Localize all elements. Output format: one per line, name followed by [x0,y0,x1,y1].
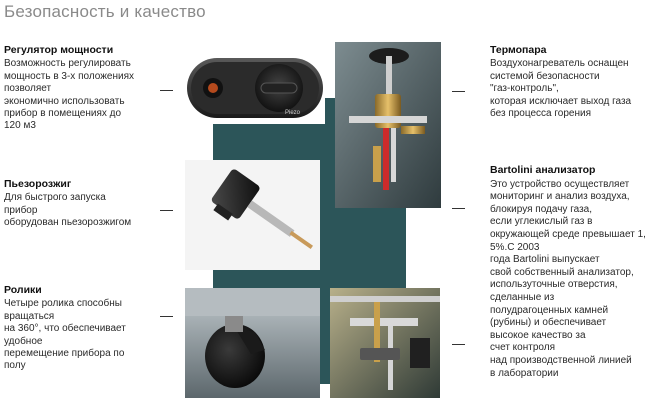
feature-line: прибор [4,204,38,216]
feature-line: вращаться [4,310,55,322]
feature-line: без процесса горения [490,108,592,120]
connector-dash [160,210,173,211]
connector-dash [160,316,173,317]
feature-line: 5%.С 2003 [490,241,540,253]
feature-line: оборудован пьезорозжигом [4,217,132,229]
feature-power-regulator [4,44,144,133]
feature-line: Четыре ролика способны [4,298,122,310]
feature-heading: Термопара [490,44,547,56]
feature-line: если углекислый газ в [490,216,593,228]
feature-line: высокое качество за [490,329,586,341]
page-title: Безопасность и качество [4,2,206,21]
bartolini-analyzer-photo [330,288,440,398]
feature-rollers [4,284,144,373]
feature-line: Это устройство осуществляет [490,178,630,190]
piezo-igniter-photo [185,160,320,270]
feature-line: свой собственный анализатор, [490,266,634,278]
feature-thermocouple [490,44,662,120]
feature-line: Возможность регулировать [4,58,131,70]
feature-line: 120 м3 [4,120,36,132]
rollers-photo [185,288,320,398]
feature-line: над производственной линией [490,354,632,366]
feature-line: счет контроля [490,342,555,354]
feature-line: "газ-контроль", [490,83,559,95]
feature-line: в лаборатории [490,367,559,379]
feature-piezo [4,178,144,230]
feature-line: полу [4,360,26,372]
feature-line: которая исключает выход газа [490,95,632,107]
feature-line: на 360°, что обеспечивает [4,323,126,335]
feature-heading: Bartolini анализатор [490,164,596,176]
feature-heading: Пьезорозжиг [4,178,72,190]
feature-line: Воздухонагреватель оснащен [490,58,629,70]
piezo-label: Piezo [285,110,301,116]
thermocouple-photo [335,42,441,208]
power-regulator-photo [185,52,325,124]
feature-line: системой безопасности [490,70,600,82]
watermark: Opechi.com [604,388,664,399]
feature-line: полудрагоценных камней [490,304,609,316]
feature-line: прибор в помещениях до [4,108,122,120]
feature-line: мощность в 3-х положениях [4,70,135,82]
feature-line: мониторинг и анализ воздуха, [490,191,630,203]
connector-dash [452,208,465,209]
feature-line: экономично использовать [4,95,125,107]
feature-line: позволяет [4,83,52,95]
connector-dash [160,90,173,91]
feature-line: удобное [4,335,43,347]
feature-line: (рубины) и обеспечивает [490,317,607,329]
feature-line: используточные отверстия, [490,279,618,291]
feature-line: года Bartolini выпускает [490,254,600,266]
feature-line: перемещение прибора по [4,348,125,360]
connector-dash [452,344,465,345]
connector-dash [452,91,465,92]
feature-line: окружающей среде превышает 1, [490,228,646,240]
feature-line: блокируя подачу газа, [490,203,593,215]
feature-line: Для быстрого запуска [4,192,106,204]
feature-heading: Регулятор мощности [4,44,114,56]
feature-heading: Ролики [4,284,42,296]
feature-line: сделанные из [490,291,555,303]
feature-bartolini [490,164,662,380]
